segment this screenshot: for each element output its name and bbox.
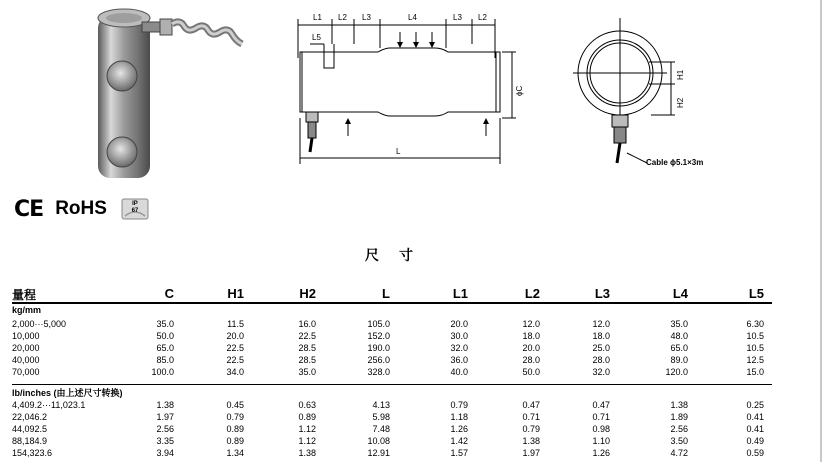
- header-l4: L4: [672, 286, 688, 301]
- ip-line1: IP: [132, 201, 138, 207]
- value-cell: 50.0: [156, 331, 174, 341]
- value-cell: 12.0: [592, 319, 610, 329]
- value-cell: 1.42: [450, 436, 468, 446]
- value-cell: 1.38: [670, 400, 688, 410]
- range-cell: 70,000: [12, 367, 40, 377]
- value-cell: 36.0: [450, 355, 468, 365]
- dim-h1-label: H1: [676, 69, 685, 80]
- header-c: C: [164, 286, 174, 301]
- value-cell: 0.71: [522, 412, 540, 422]
- value-cell: 12.5: [746, 355, 764, 365]
- dimensions-title: 尺寸: [365, 248, 433, 264]
- dim-l-label: L: [396, 147, 401, 156]
- value-cell: 0.49: [746, 436, 764, 446]
- value-cell: 1.26: [592, 448, 610, 458]
- value-cell: 34.0: [226, 367, 244, 377]
- range-cell: 154,323.6: [12, 448, 53, 458]
- value-cell: 1.57: [450, 448, 468, 458]
- end-view-drawing: [565, 18, 715, 173]
- table-row: [12, 447, 772, 459]
- value-cell: 89.0: [670, 355, 688, 365]
- metric-unit-row: [12, 304, 772, 318]
- header-l3: L3: [594, 286, 610, 301]
- value-cell: 0.25: [746, 400, 764, 410]
- range-cell: 88,184.9: [12, 436, 48, 446]
- dim-l5-label: L5: [312, 33, 321, 42]
- page-edge: [820, 0, 822, 462]
- header-h2: H2: [299, 286, 316, 301]
- value-cell: 6.30: [746, 319, 764, 329]
- value-cell: 4.13: [372, 400, 390, 410]
- value-cell: 35.0: [156, 319, 174, 329]
- value-cell: 30.0: [450, 331, 468, 341]
- value-cell: 0.79: [450, 400, 468, 410]
- value-cell: 48.0: [670, 331, 688, 341]
- section-divider: [12, 378, 772, 385]
- range-cell: 2,000···5,000: [12, 319, 67, 329]
- table-row: [12, 318, 772, 330]
- value-cell: 50.0: [522, 367, 540, 377]
- value-cell: 0.41: [746, 424, 764, 434]
- value-cell: 2.56: [156, 424, 174, 434]
- rohs-mark: RoHS: [55, 198, 107, 219]
- value-cell: 2.56: [670, 424, 688, 434]
- dim-l2-label: L2: [338, 13, 347, 22]
- imperial-unit-label: lb/inches (由上述尺寸转换): [12, 388, 123, 398]
- value-cell: 0.63: [298, 400, 316, 410]
- table-row: [12, 411, 772, 423]
- value-cell: 105.0: [367, 319, 390, 329]
- value-cell: 5.98: [372, 412, 390, 422]
- value-cell: 0.47: [592, 400, 610, 410]
- value-cell: 100.0: [151, 367, 174, 377]
- header-l1: L1: [452, 286, 468, 301]
- side-view-drawing: [290, 8, 535, 170]
- ce-mark: CE: [14, 196, 44, 222]
- value-cell: 0.89: [226, 436, 244, 446]
- value-cell: 1.38: [156, 400, 174, 410]
- value-cell: 1.10: [592, 436, 610, 446]
- value-cell: 20.0: [522, 343, 540, 353]
- range-cell: 20,000: [12, 343, 40, 353]
- value-cell: 0.71: [592, 412, 610, 422]
- value-cell: 12.91: [367, 448, 390, 458]
- certification-marks: [14, 196, 149, 222]
- table-row: [12, 330, 772, 342]
- value-cell: 256.0: [367, 355, 390, 365]
- header-l5: L5: [748, 286, 764, 301]
- value-cell: 1.12: [298, 424, 316, 434]
- dimension-table: [12, 284, 772, 459]
- value-cell: 28.5: [298, 355, 316, 365]
- value-cell: 22.5: [298, 331, 316, 341]
- header-range: 量程: [12, 288, 37, 302]
- header-l: L: [382, 286, 390, 301]
- value-cell: 120.0: [665, 367, 688, 377]
- value-cell: 3.50: [670, 436, 688, 446]
- value-cell: 20.0: [226, 331, 244, 341]
- value-cell: 25.0: [592, 343, 610, 353]
- value-cell: 32.0: [450, 343, 468, 353]
- range-cell: 40,000: [12, 355, 40, 365]
- dim-h2-label: H2: [676, 97, 685, 108]
- dim-l3-right-label: L3: [453, 13, 462, 22]
- range-cell: 22,046.2: [12, 412, 48, 422]
- dim-l2-right-label: L2: [478, 13, 487, 22]
- value-cell: 65.0: [670, 343, 688, 353]
- value-cell: 85.0: [156, 355, 174, 365]
- range-cell: 44,092.5: [12, 424, 48, 434]
- value-cell: 1.38: [522, 436, 540, 446]
- value-cell: 328.0: [367, 367, 390, 377]
- value-cell: 10.5: [746, 331, 764, 341]
- value-cell: 18.0: [522, 331, 540, 341]
- value-cell: 1.34: [226, 448, 244, 458]
- value-cell: 65.0: [156, 343, 174, 353]
- table-row: [12, 366, 772, 378]
- value-cell: 0.79: [522, 424, 540, 434]
- ip-line2: 67: [131, 208, 139, 214]
- value-cell: 0.47: [522, 400, 540, 410]
- value-cell: 15.0: [746, 367, 764, 377]
- value-cell: 0.41: [746, 412, 764, 422]
- value-cell: 11.5: [227, 319, 244, 329]
- value-cell: 10.08: [367, 436, 390, 446]
- table-row: [12, 423, 772, 435]
- table-row: [12, 342, 772, 354]
- range-cell: 4,409.2···11,023.1: [12, 400, 86, 410]
- header-h1: H1: [227, 286, 244, 301]
- value-cell: 152.0: [367, 331, 390, 341]
- dim-c-label: ϕC: [515, 85, 524, 96]
- ip67-badge: [121, 198, 149, 220]
- table-row: [12, 435, 772, 447]
- value-cell: 35.0: [298, 367, 316, 377]
- value-cell: 1.12: [298, 436, 316, 446]
- value-cell: 1.38: [298, 448, 316, 458]
- value-cell: 22.5: [226, 355, 244, 365]
- metric-rows: [12, 318, 772, 378]
- header-l2: L2: [524, 286, 540, 301]
- value-cell: 28.0: [522, 355, 540, 365]
- table-header: [12, 284, 772, 304]
- value-cell: 28.0: [592, 355, 610, 365]
- value-cell: 4.72: [670, 448, 688, 458]
- value-cell: 18.0: [592, 331, 610, 341]
- value-cell: 0.89: [298, 412, 316, 422]
- value-cell: 0.89: [226, 424, 244, 434]
- range-cell: 10,000: [12, 331, 40, 341]
- value-cell: 12.0: [522, 319, 540, 329]
- value-cell: 0.98: [592, 424, 610, 434]
- value-cell: 20.0: [450, 319, 468, 329]
- value-cell: 3.94: [156, 448, 174, 458]
- value-cell: 1.26: [450, 424, 468, 434]
- dim-l3-label: L3: [362, 13, 371, 22]
- value-cell: 7.48: [372, 424, 390, 434]
- imperial-rows: [12, 399, 772, 459]
- dim-l4-label: L4: [408, 13, 417, 22]
- value-cell: 0.59: [746, 448, 764, 458]
- value-cell: 0.79: [226, 412, 244, 422]
- value-cell: 10.5: [746, 343, 764, 353]
- value-cell: 28.5: [298, 343, 316, 353]
- value-cell: 0.45: [226, 400, 244, 410]
- imperial-unit-row: [12, 385, 772, 399]
- value-cell: 40.0: [450, 367, 468, 377]
- table-row: [12, 354, 772, 366]
- value-cell: 1.97: [156, 412, 174, 422]
- value-cell: 190.0: [367, 343, 390, 353]
- value-cell: 1.97: [522, 448, 540, 458]
- metric-unit-label: kg/mm: [12, 305, 42, 315]
- value-cell: 3.35: [156, 436, 174, 446]
- table-row: [12, 399, 772, 411]
- value-cell: 22.5: [226, 343, 244, 353]
- value-cell: 16.0: [298, 319, 316, 329]
- value-cell: 35.0: [670, 319, 688, 329]
- value-cell: 1.18: [450, 412, 468, 422]
- dim-l1-label: L1: [313, 13, 322, 22]
- value-cell: 1.89: [670, 412, 688, 422]
- cable-spec-label: Cable ϕ5.1×3m: [646, 158, 704, 167]
- load-cell-photo: [92, 4, 252, 182]
- value-cell: 32.0: [592, 367, 610, 377]
